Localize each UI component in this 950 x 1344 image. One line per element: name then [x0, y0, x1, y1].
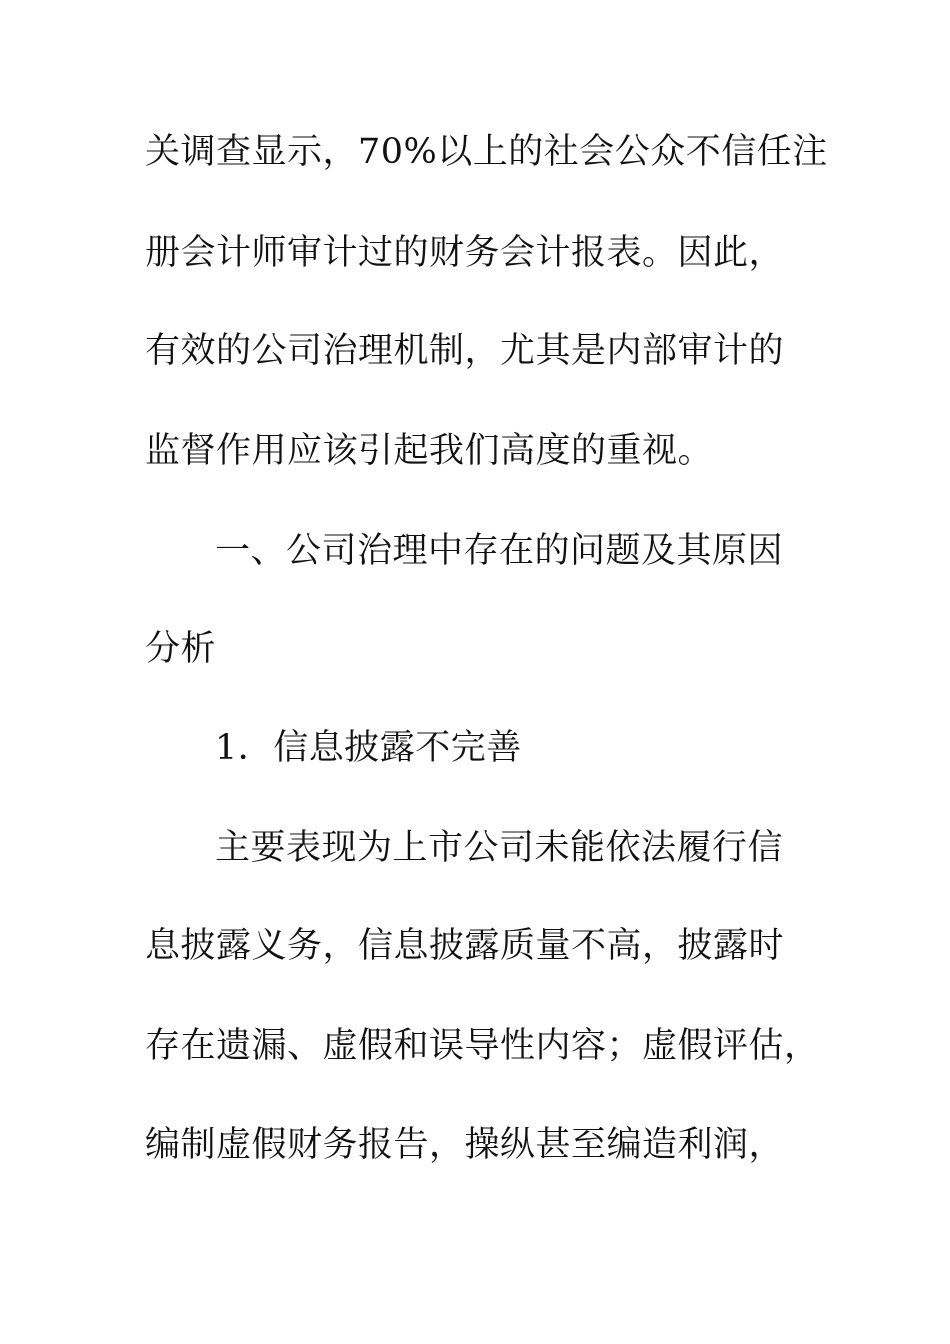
paragraph-line: 编制虚假财务报告，操纵甚至编造利润， [145, 1125, 785, 1165]
paragraph-line: 关调查显示，70%以上的社会公众不信任注 [145, 132, 828, 172]
paragraph-line: 有效的公司治理机制，尤其是内部审计的 [145, 331, 785, 371]
paragraph-line: 存在遗漏、虚假和误导性内容；虚假评估， [145, 1026, 820, 1066]
section-heading: 一、公司治理中存在的问题及其原因 [215, 531, 784, 571]
paragraph-line: 主要表现为上市公司未能依法履行信 [215, 828, 784, 868]
section-heading-continuation: 分析 [145, 629, 217, 669]
paragraph-line: 册会计师审计过的财务会计报表。因此， [145, 233, 785, 273]
paragraph-line: 息披露义务，信息披露质量不高，披露时 [145, 926, 785, 966]
paragraph-line: 监督作用应该引起我们高度的重视。 [145, 431, 714, 471]
subsection-heading: 1．信息披露不完善 [215, 728, 522, 768]
